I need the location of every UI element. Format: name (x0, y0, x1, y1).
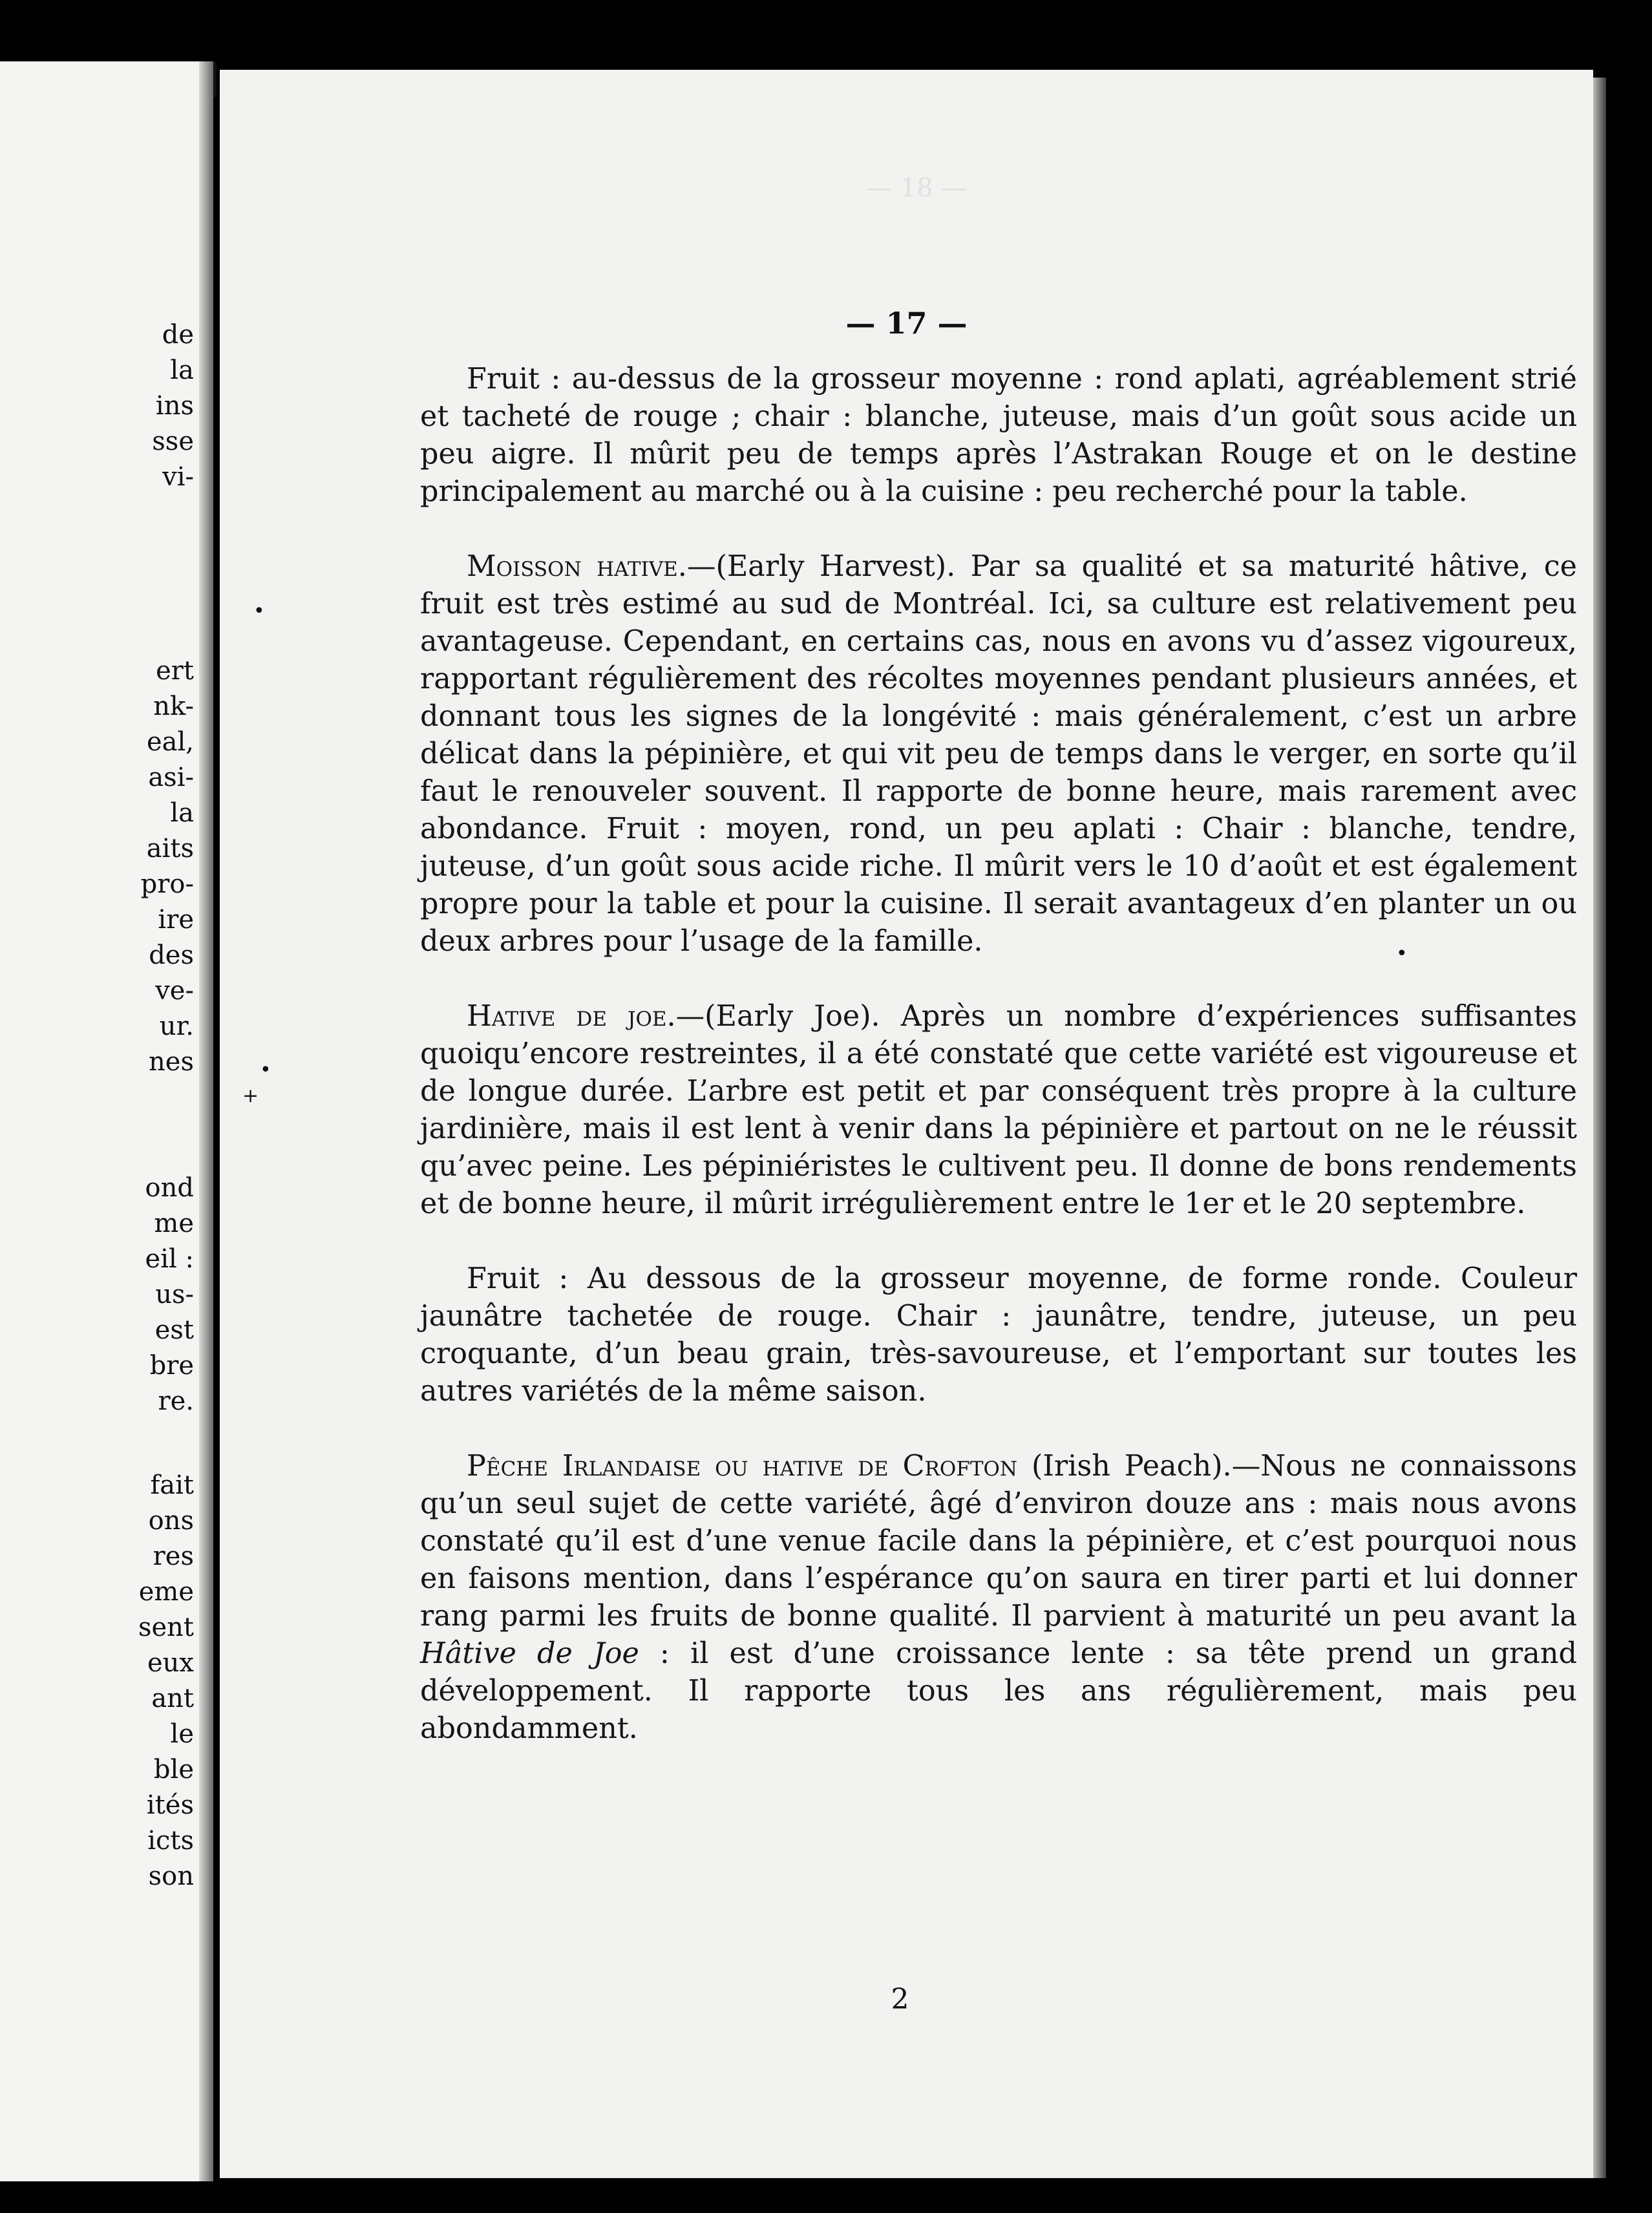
paragraph-spacer (420, 1410, 1577, 1448)
previous-page-fragment: icts (147, 1826, 194, 1856)
paragraph-peche-irlandaise (420, 1448, 1577, 1748)
paragraph-moisson-hative (420, 548, 1577, 960)
previous-page-fragment: us- (155, 1280, 194, 1309)
paragraph-fruit-description (420, 361, 1577, 511)
variety-heading: Hative de joe. (467, 1000, 676, 1033)
paragraph-spacer (420, 960, 1577, 998)
page-number: — 17 — (845, 306, 968, 341)
previous-page-fragment: ert (156, 656, 194, 686)
previous-page-fragment: nk- (153, 692, 194, 721)
paragraph-text: Fruit : au-dessus de la grosseur moyenne : rond aplati, agréablement strié et tacheté de rouge ; chair : blanche, juteuse, mais d’un goût sous acide un peu aigre. Il mûrit peu de temps après l’Astrakan Rouge et on le destine principalement au marché ou à la cuisine : peu recherché pour la table. (420, 363, 1577, 508)
previous-page-fragment: la (170, 355, 194, 385)
previous-page-fragment: vi- (162, 462, 194, 492)
previous-page-fragment: des (149, 940, 194, 970)
paragraph-text-continued: : il est d’une croissance lente : sa tête prend un grand développement. Il rapporte tous les ans régulièrement, mais peu abondamment. (420, 1637, 1577, 1745)
variety-heading: Moisson hative. (467, 550, 687, 583)
previous-page-fragment: ités (146, 1790, 194, 1820)
previous-page-fragment: aits (146, 834, 194, 863)
previous-page-fragment: re. (158, 1386, 194, 1416)
book-page (220, 70, 1593, 2178)
previous-page-fragment: ond (145, 1173, 194, 1203)
margin-speck: + (242, 1085, 259, 1107)
previous-page-fragment: me (154, 1209, 194, 1238)
previous-page-fragment: res (153, 1541, 194, 1571)
previous-page-fragment: sent (138, 1613, 194, 1642)
previous-page-fragment: ins (155, 391, 194, 421)
previous-page-fragment: la (170, 798, 194, 828)
previous-page-fragment: le (170, 1719, 194, 1749)
signature-mark: 2 (891, 1983, 909, 2016)
previous-page-fragment: est (154, 1315, 194, 1345)
previous-page-strip (0, 61, 213, 2181)
previous-page-fragment: eux (147, 1648, 194, 1678)
paragraph-text: Fruit : Au dessous de la grosseur moyenne, de forme ronde. Couleur jaunâtre tachetée de rouge. Chair : jaunâtre, tendre, juteuse, un peu croquante, d’un beau grain, très-savoureuse, et l’emportant sur toutes les autres variétés de la même saison. (420, 1262, 1577, 1408)
paragraph-spacer (420, 1223, 1577, 1260)
previous-page-fragment: sse (152, 427, 194, 456)
paragraph-text: —(Early Harvest). Par sa qualité et sa maturité hâtive, ce fruit est très estimé au sud de Montréal. Ici, sa culture est relativement peu avantageuse. Cependant, en certains cas, nous en avons vu d’assez vigoureux, rapportant régulièrement des récoltes moyennes pendant plusieurs années, et donnant tous les signes de la longévité : mais généralement, c’est un arbre délicat dans la pépinière, et qui vit peu de temps dans le verger, en sorte qu’il faut le renouveler souvent. Il rapporte de bonne heure, mais rarement avec abondance. Fruit : moyen, rond, un peu aplati : Chair : blanche, tendre, juteuse, d’un goût sous acide riche. Il mûrit vers le 10 d’août et est également propre pour la table et pour la cuisine. Il serait avantageux d’en planter un ou deux arbres pour l’usage de la famille. (420, 550, 1577, 958)
previous-page-fragment: ur. (159, 1011, 194, 1041)
previous-page-fragment: bre (149, 1351, 194, 1381)
previous-page-fragment: eil : (145, 1244, 194, 1274)
previous-page-fragment: ble (153, 1755, 194, 1784)
previous-page-fragment: eal, (146, 727, 194, 757)
paragraph-hative-de-joe (420, 998, 1577, 1223)
previous-page-fragment: ve- (155, 976, 194, 1006)
page-body (420, 361, 1577, 1748)
italic-variety-name: Hâtive de Joe (420, 1637, 639, 1670)
bleed-through-page-number: — 18 — (866, 173, 968, 203)
paragraph-text: —(Early Joe). Après un nombre d’expériences suffisantes quoiqu’encore restreintes, il a été constaté que cette variété est vigoureuse et de longue durée. L’arbre est petit et par conséquent très propre à la culture jardinière, mais il est lent à venir dans la pépinière et partout on ne le réussit qu’avec peine. Les pépiniéristes le cultivent peu. Il donne de bons rendements et de bonne heure, il mûrit irrégulièrement entre le 1er et le 20 septembre. (420, 1000, 1577, 1220)
margin-speck: • (1396, 942, 1408, 965)
previous-page-fragment: ire (158, 905, 194, 935)
page-right-edge-shadow (1593, 78, 1606, 2178)
paragraph-spacer (420, 511, 1577, 548)
previous-page-fragment: ons (148, 1506, 194, 1536)
previous-page-fragment: ant (151, 1684, 194, 1713)
previous-page-fragment: son (148, 1861, 194, 1891)
variety-heading: Pêche Irlandaise ou hative de Crofton (467, 1450, 1018, 1483)
paragraph-text: (Irish Peach).—Nous ne connaissons qu’un seul sujet de cette variété, âgé d’environ douze ans : mais nous avons constaté qu’il est d’une venue facile dans la pépinière, et c’est pourquoi nous en faisons mention, dans l’espérance qu’on saura en tirer parti et lui donner rang parmi les fruits de bonne qualité. Il parvient à maturité un peu avant la (420, 1450, 1577, 1633)
previous-page-fragment: pro- (140, 869, 194, 899)
previous-page-fragment: de (162, 320, 194, 350)
paragraph-fruit-joe (420, 1260, 1577, 1410)
previous-page-fragment: fait (150, 1470, 194, 1500)
margin-speck: • (253, 600, 265, 622)
margin-speck: • (260, 1059, 271, 1081)
previous-page-fragment: eme (138, 1577, 194, 1607)
previous-page-fragment: nes (149, 1047, 194, 1077)
previous-page-fragment: asi- (148, 763, 194, 792)
page-edge-shadow (199, 61, 213, 2181)
